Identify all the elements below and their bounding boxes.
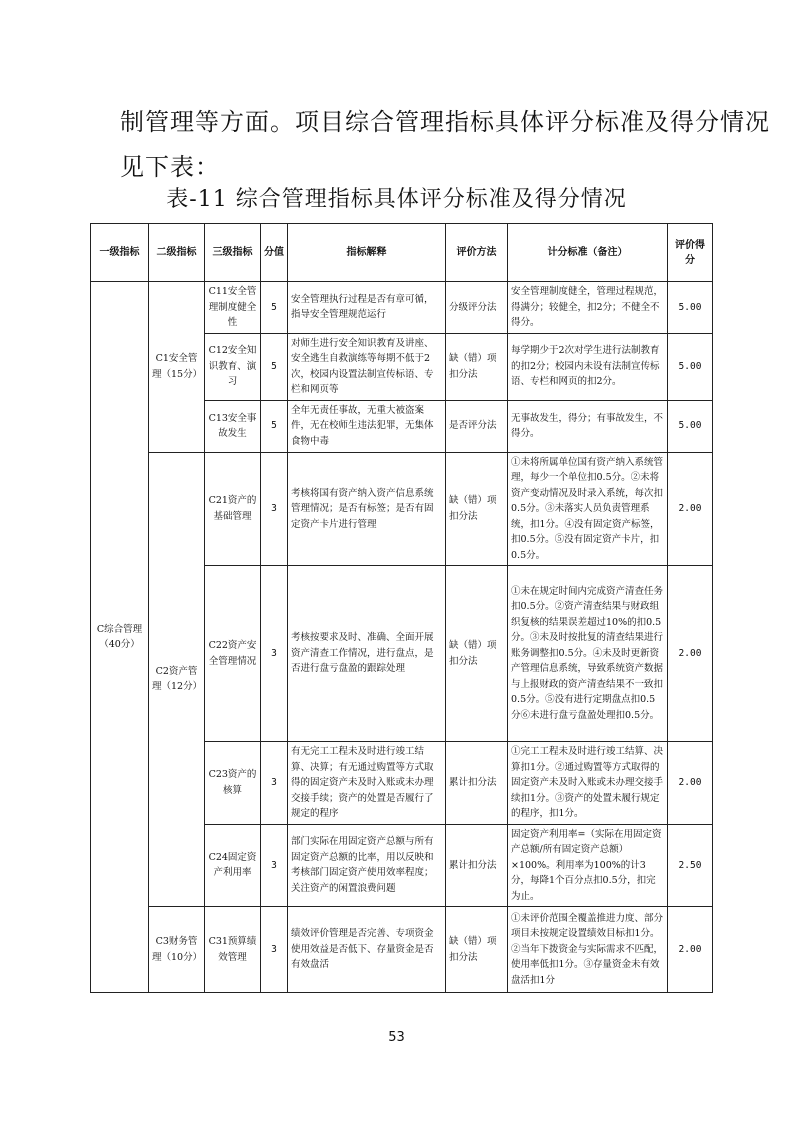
header-level3: 三级指标	[205, 224, 261, 282]
group-cell-c3: C3财务管理（10分）	[149, 907, 205, 993]
row-method: 分级评分法	[446, 282, 508, 334]
row-score: 3	[261, 742, 288, 825]
row-method: 累计扣分法	[446, 824, 508, 907]
row-name: C12安全知识教育、演习	[205, 333, 261, 400]
table-row	[91, 907, 713, 993]
row-name: C31预算绩效管理	[205, 907, 261, 993]
row-method: 缺（错）项扣分法	[446, 907, 508, 993]
row-result: 5.00	[668, 400, 713, 452]
row-method: 缺（错）项扣分法	[446, 333, 508, 400]
row-standard: ①完工工程未及时进行竣工结算、决算扣1分。②通过购置等方式取得的固定资产未及时入账或未办理交接手续扣1分。③资产的处置未履行规定的程序，扣1分。	[508, 742, 668, 825]
row-result: 2.50	[668, 824, 713, 907]
intro-line-1: 制管理等方面。项目综合管理指标具体评分标准及得分情况	[120, 108, 770, 136]
row-explain: 安全管理执行过程是否有章可循，指导安全管理规范运行	[288, 282, 446, 334]
row-result: 2.00	[668, 566, 713, 742]
row-explain: 部门实际在用固定资产总额与所有固定资产总额的比率，用以反映和考核部门固定资产使用效率程度；关注资产的闲置浪费问题	[288, 824, 446, 907]
header-score: 分值	[261, 224, 288, 282]
row-name: C13安全事故发生	[205, 400, 261, 452]
row-result: 2.00	[668, 452, 713, 566]
row-name: C11安全管理制度健全性	[205, 282, 261, 334]
header-method: 评价方法	[446, 224, 508, 282]
row-standard: ①未评价范围全覆盖推进力度、部分项目未按规定设置绩效目标扣1分。②当年下拨资金与实际需求不匹配，使用率低扣1分。③存量资金未有效盘活扣1分	[508, 907, 668, 993]
row-method: 缺（错）项扣分法	[446, 566, 508, 742]
row-name: C21资产的基础管理	[205, 452, 261, 566]
row-result: 2.00	[668, 907, 713, 993]
row-score: 3	[261, 452, 288, 566]
table-row	[91, 282, 713, 334]
row-score: 5	[261, 282, 288, 334]
row-name: C24固定资产利用率	[205, 824, 261, 907]
row-standard: 固定资产利用率=（实际在用固定资产总额/所有固定资产总额）×100%。利用率为100%的计3分，每降1个百分点扣0.5分，扣完为止。	[508, 824, 668, 907]
row-explain: 对师生进行安全知识教育及讲座、安全逃生自救演练等每期不低于2次，校园内设置法制宣传标语、专栏和网页等	[288, 333, 446, 400]
row-method: 缺（错）项扣分法	[446, 452, 508, 566]
row-score: 3	[261, 824, 288, 907]
row-explain: 考核按要求及时、准确、全面开展资产清查工作情况，进行盘点，是否进行盘亏盘盈的跟踪处理	[288, 566, 446, 742]
page-number: 53	[388, 1030, 405, 1045]
table-header-row	[91, 224, 713, 282]
row-method: 是否评分法	[446, 400, 508, 452]
row-method: 累计扣分法	[446, 742, 508, 825]
table-caption: 表-11 综合管理指标具体评分标准及得分情况	[166, 187, 627, 212]
row-standard: ①未在规定时间内完成资产清查任务扣0.5分。②资产清查结果与财政组织复核的结果误差超过10%的扣0.5分。③未及时按批复的清查结果进行账务调整扣0.5分。④未及时更新资产管理信息系统，导致系统资产数据与上报财政的资产清查结果不一致扣0.5分。⑤没有进行定期盘点扣0.5分⑥未进行盘亏盘盈处理扣0.5分。	[508, 566, 668, 742]
row-standard: 每学期少于2次对学生进行法制教育的扣2分；校园内未设有法制宣传标语、专栏和网页的扣2分。	[508, 333, 668, 400]
header-level2: 二级指标	[149, 224, 205, 282]
row-result: 5.00	[668, 333, 713, 400]
header-level1: 一级指标	[91, 224, 149, 282]
header-result: 评价得分	[668, 224, 713, 282]
row-score: 3	[261, 907, 288, 993]
header-explain: 指标解释	[288, 224, 446, 282]
row-score: 5	[261, 400, 288, 452]
row-name: C23资产的核算	[205, 742, 261, 825]
row-score: 5	[261, 333, 288, 400]
row-standard: 安全管理制度健全，管理过程规范，得满分；较健全，扣2分；不健全不得分。	[508, 282, 668, 334]
row-explain: 考核将国有资产纳入资产信息系统管理情况；是否有标签；是否有固定资产卡片进行管理	[288, 452, 446, 566]
table-row	[91, 452, 713, 566]
row-explain: 有无完工工程未及时进行竣工结算、决算；有无通过购置等方式取得的固定资产未及时入账或未办理交接手续；资产的处置是否履行了规定的程序	[288, 742, 446, 825]
row-explain: 全年无责任事故，无重大被盗案件，无在校师生违法犯罪，无集体食物中毒	[288, 400, 446, 452]
header-standard: 计分标准（备注）	[508, 224, 668, 282]
row-name: C22资产安全管理情况	[205, 566, 261, 742]
row-result: 5.00	[668, 282, 713, 334]
row-standard: ①未将所属单位国有资产纳入系统管理，每少一个单位扣0.5分。②未将资产变动情况及时录入系统，每次扣0.5分。③未落实人员负责管理系统，扣1分。④没有固定资产标签，扣0.5分。⑤没有固定资产卡片，扣0.5分。	[508, 452, 668, 566]
row-explain: 绩效评价管理是否完善、专项资金使用效益是否低下、存量资金是否有效盘活	[288, 907, 446, 993]
group-cell-c1: C1安全管理（15分）	[149, 282, 205, 453]
row-standard: 无事故发生，得分；有事故发生，不得分。	[508, 400, 668, 452]
indicator-table	[90, 223, 713, 993]
row-score: 3	[261, 566, 288, 742]
intro-line-2: 见下表：	[120, 153, 220, 181]
group-cell-c2: C2资产管理（12分）	[149, 452, 205, 907]
level1-cell: C综合管理（40分）	[91, 282, 149, 993]
row-result: 2.00	[668, 742, 713, 825]
